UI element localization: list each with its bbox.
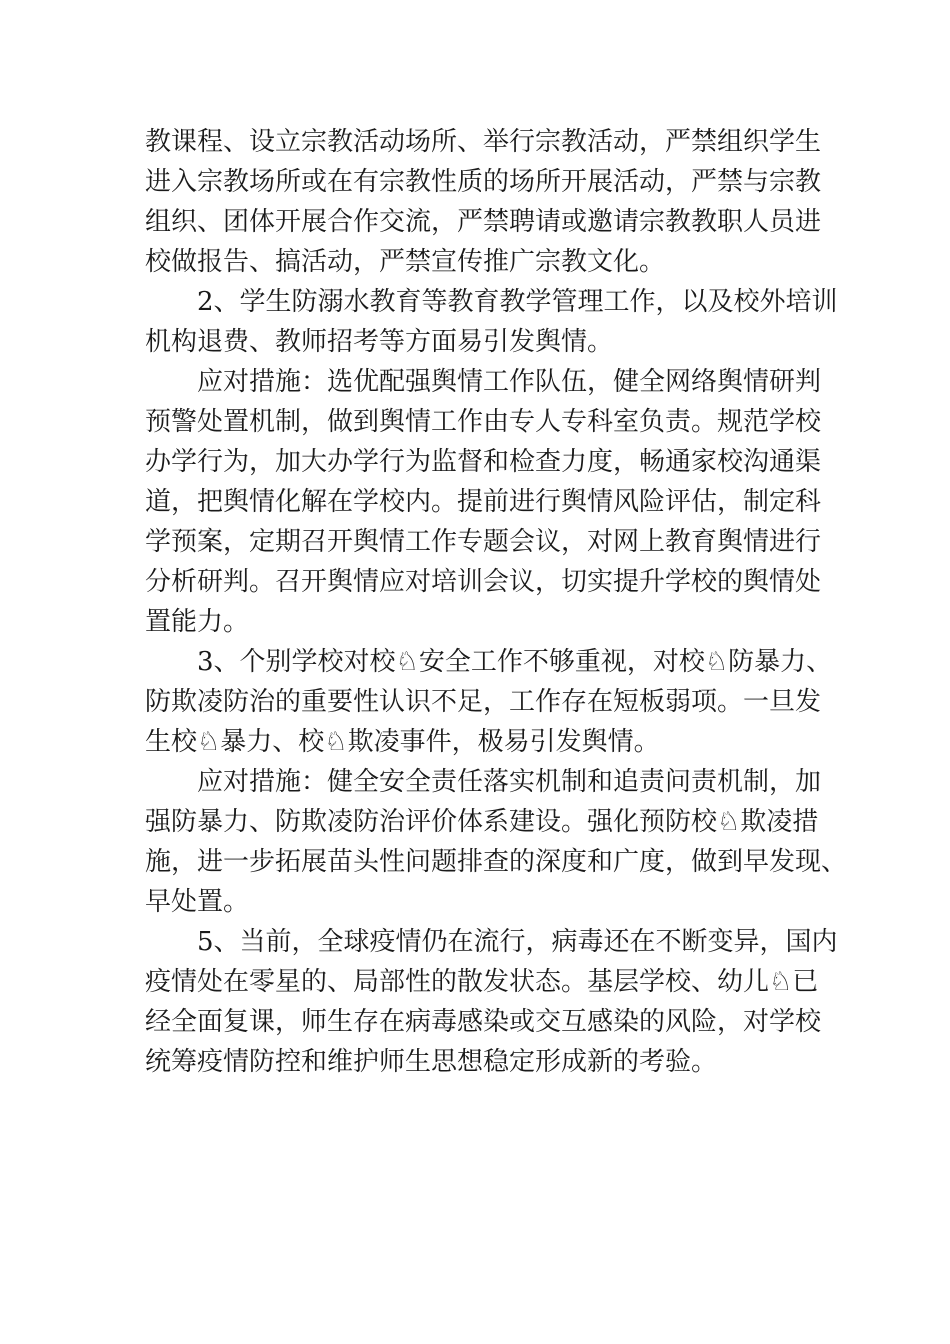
text-line: 5、当前，全球疫情仍在流行，病毒还在不断变异，国内 [197, 927, 838, 957]
paragraph [145, 122, 822, 282]
text-line: 应对措施：选优配强舆情工作队伍，健全网络舆情研判 [197, 367, 822, 397]
paragraph [145, 282, 838, 362]
text-line: 分析研判。召开舆情应对培训会议，切实提升学校的舆情处 [145, 567, 822, 597]
text-line: 组织、团体开展合作交流，严禁聘请或邀请宗教教职人员进 [145, 207, 822, 237]
text-line: 疫情处在零星的、局部性的散发状态。基层学校、幼儿♘已 [145, 967, 819, 997]
text-line: 3、个别学校对校♘安全工作不够重视，对校♘防暴力、 [197, 647, 833, 677]
text-line: 校做报告、搞活动，严禁宣传推广宗教文化。 [145, 247, 666, 277]
text-line: 学预案，定期召开舆情工作专题会议，对网上教育舆情进行 [145, 527, 822, 557]
text-line: 防欺凌防治的重要性认识不足，工作存在短板弱项。一旦发 [145, 687, 822, 717]
text-line: 进入宗教场所或在有宗教性质的场所开展活动，严禁与宗教 [145, 167, 822, 197]
text-line: 道，把舆情化解在学校内。提前进行舆情风险评估，制定科 [145, 487, 822, 517]
text-line: 办学行为，加大办学行为监督和检查力度，畅通家校沟通渠 [145, 447, 822, 477]
text-line: 经全面复课，师生存在病毒感染或交互感染的风险，对学校 [145, 1007, 822, 1037]
text-line: 统筹疫情防控和维护师生思想稳定形成新的考验。 [145, 1047, 718, 1077]
text-line: 2、学生防溺水教育等教育教学管理工作，以及校外培训 [197, 287, 838, 317]
text-line: 生校♘暴力、校♘欺凌事件，极易引发舆情。 [145, 727, 660, 757]
text-line: 强防暴力、防欺凌防治评价体系建设。强化预防校♘欺凌措 [145, 807, 819, 837]
paragraph [145, 362, 822, 642]
paragraph [145, 922, 838, 1082]
text-line: 应对措施：健全安全责任落实机制和追责问责机制，加 [197, 767, 822, 797]
text-line: 早处置。 [145, 887, 250, 917]
text-line: 机构退费、教师招考等方面易引发舆情。 [145, 327, 614, 357]
text-line: 教课程、设立宗教活动场所、举行宗教活动，严禁组织学生 [145, 127, 822, 157]
paragraph [145, 762, 848, 922]
document-body [145, 122, 848, 1082]
text-line: 置能力。 [145, 607, 250, 637]
text-line: 预警处置机制，做到舆情工作由专人专科室负责。规范学校 [145, 407, 822, 437]
paragraph [145, 642, 833, 762]
text-line: 施，进一步拓展苗头性问题排查的深度和广度，做到早发现、 [145, 847, 848, 877]
